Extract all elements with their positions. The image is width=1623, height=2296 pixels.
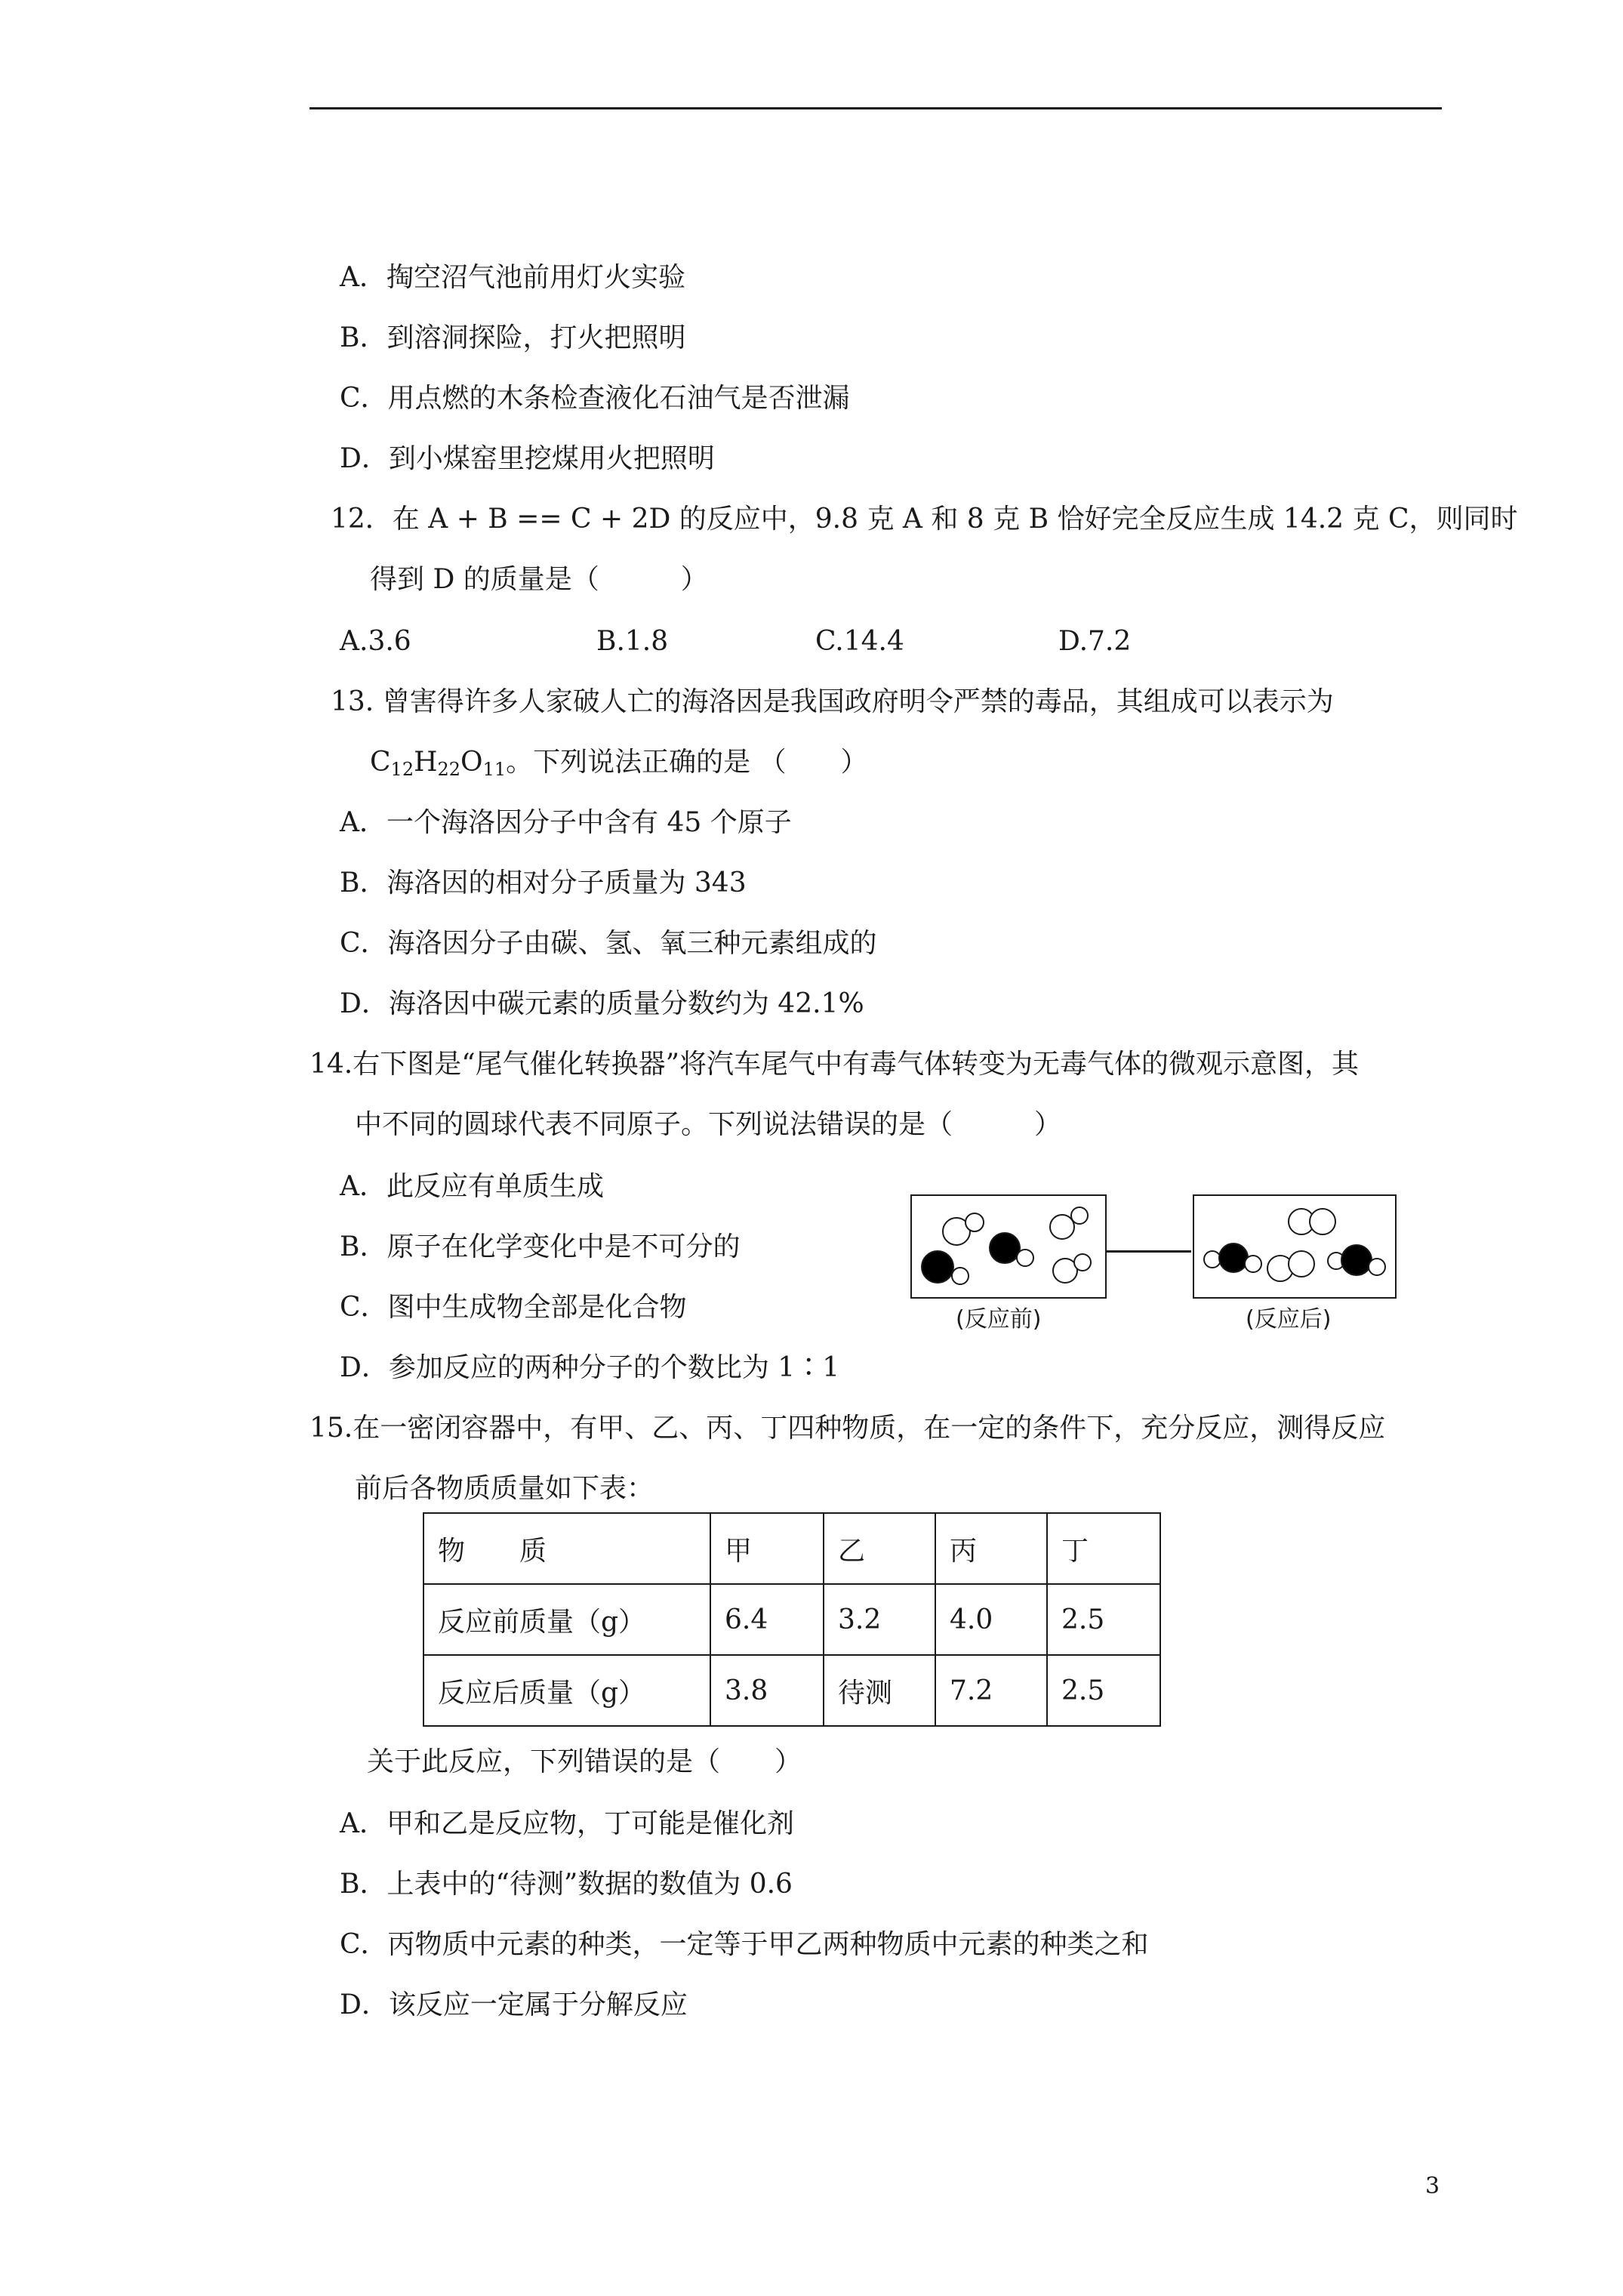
q13-option-d: D．海洛因中碳元素的质量分数约为 42.1% [340,988,864,1019]
q15-stem-line2: 前后各物质质量如下表： [355,1473,654,1504]
q11-option-b: B．到溶洞探险，打火把照明 [340,322,686,353]
q14-stem-line1: 14.右下图是“尾气催化转换器”将汽车尾气中有毒气体转变为无毒气体的微观示意图，其 [310,1049,1360,1080]
reaction-connector [1105,1250,1191,1253]
formula-c: C [370,747,391,778]
q15-option-a: A．甲和乙是反应物，丁可能是催化剂 [340,1808,794,1839]
table-cell: 4.0 [935,1584,1047,1655]
q11-option-c: C．用点燃的木条检查液化石油气是否泄漏 [340,383,850,414]
header-rule [310,107,1442,109]
caption-after: (反应后) [1246,1306,1332,1333]
mass-table [423,1512,1161,1727]
table-header-row [423,1513,1160,1584]
q12-stem-line1: 12．在 A + B == C + 2D 的反应中，9.8 克 A 和 8 克 B 恰好完全反应生成 14.2 克 C，则同时 [331,504,1518,535]
table-row [423,1584,1160,1655]
q13-stem-tail: 。下列说法正确的是 （ ） [506,747,868,778]
atom-black [1218,1243,1249,1273]
q13-stem-line2 [370,746,868,786]
q15-stem-line1: 15.在一密闭容器中，有甲、乙、丙、丁四种物质，在一定的条件下，充分反应，测得反应 [310,1413,1386,1444]
atom-white [1309,1208,1336,1235]
q14-option-b: B．原子在化学变化中是不可分的 [340,1231,741,1262]
q15-question: 关于此反应，下列错误的是（ ） [367,1746,802,1777]
table-cell: 6.4 [710,1584,824,1655]
formula-c-sub: 12 [390,759,414,780]
caption-before: (反应前) [956,1306,1042,1333]
q14-option-a: A．此反应有单质生成 [340,1171,604,1202]
formula-h: H [414,747,438,778]
table-header-cell: 物 质 [423,1513,710,1584]
table-header-cell: 丙 [935,1513,1047,1584]
q13-stem-line1: 13. 曾害得许多人家破人亡的海洛因是我国政府明令严禁的毒品，其组成可以表示为 [331,686,1334,717]
q15-option-b: B．上表中的“待测”数据的数值为 0.6 [340,1869,793,1900]
table-header-cell: 甲 [710,1513,824,1584]
table-cell: 2.5 [1047,1584,1160,1655]
q14-stem-line2: 中不同的圆球代表不同原子。下列说法错误的是（ ） [355,1109,1062,1140]
q14-option-c: C．图中生成物全部是化合物 [340,1292,687,1323]
atom-white [951,1267,969,1285]
q13-option-b: B．海洛因的相对分子质量为 343 [340,868,747,898]
table-cell: 7.2 [935,1655,1047,1726]
q12-option-d: D.7.2 [1058,626,1132,657]
table-cell: 反应后质量（g） [423,1655,710,1726]
table-cell: 3.2 [824,1584,935,1655]
atom-black [1341,1244,1372,1276]
table-cell: 反应前质量（g） [423,1584,710,1655]
table-row [423,1655,1160,1726]
atom-black [921,1250,954,1284]
atom-white [1073,1253,1092,1271]
table-cell: 3.8 [710,1655,824,1726]
formula-o-sub: 11 [482,759,507,780]
table-cell: 2.5 [1047,1655,1160,1726]
formula-h-sub: 22 [437,759,461,780]
q15-option-c: C．丙物质中元素的种类，一定等于甲乙两种物质中元素的种类之和 [340,1929,1149,1960]
table-cell: 待测 [824,1655,935,1726]
q14-option-d: D．参加反应的两种分子的个数比为 1∶1 [340,1352,840,1383]
atom-white [1368,1258,1386,1276]
reaction-before-box [910,1194,1107,1299]
q12-option-b: B.1.8 [596,626,669,657]
q13-option-a: A．一个海洛因分子中含有 45 个原子 [340,807,792,838]
q11-option-a: A．掏空沼气池前用灯火实验 [340,262,685,293]
q13-option-c: C．海洛因分子由碳、氢、氧三种元素组成的 [340,928,877,959]
formula-o: O [460,747,483,778]
atom-white [1016,1249,1034,1267]
table-header-cell: 乙 [824,1513,935,1584]
q15-option-d: D．该反应一定属于分解反应 [340,1989,688,2020]
q12-option-a: A.3.6 [340,626,411,657]
q12-option-c: C.14.4 [815,626,904,657]
atom-white [1244,1255,1262,1273]
page-number: 3 [1425,2173,1440,2199]
q12-stem-line2: 得到 D 的质量是（ ） [370,564,708,595]
reaction-after-box [1193,1194,1397,1299]
table-header-cell: 丁 [1047,1513,1160,1584]
atom-white [1288,1250,1315,1277]
q11-option-d: D．到小煤窑里挖煤用火把照明 [340,443,715,474]
atom-white [1070,1207,1089,1225]
atom-white [965,1213,984,1232]
